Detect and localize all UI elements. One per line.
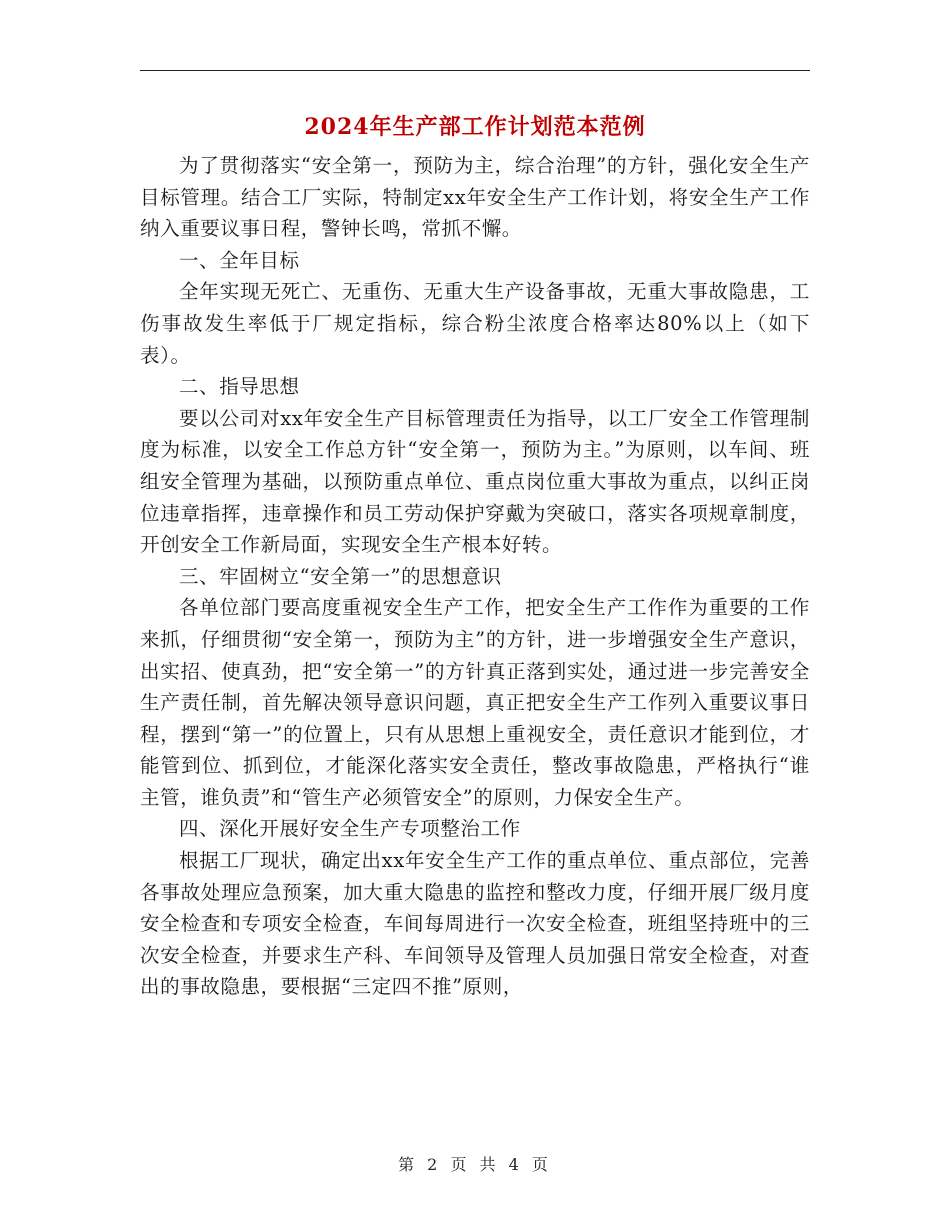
document-title: 2024年生产部工作计划范本范例: [304, 114, 646, 140]
document-body: [140, 150, 810, 1003]
paragraph-guiding-idea: 要以公司对xx年安全生产目标管理责任为指导，以工厂安全工作管理制度为标准，以安全工作总方针“安全第一，预防为主。”为原则，以车间、班组安全管理为基础，以预防重点单位、重点岗位重大事故为重点，以纠正岗位违章指挥，违章操作和员工劳动保护穿戴为突破口，落实各项规章制度，开创安全工作新局面，实现安全生产根本好转。: [140, 406, 810, 557]
page-footer: 第 2 页 共 4 页: [398, 1155, 552, 1174]
header-rule: [140, 70, 810, 71]
heading-safety-awareness: 三、牢固树立“安全第一”的思想意识: [179, 564, 502, 588]
heading-guiding-idea: 二、指导思想: [179, 375, 300, 399]
paragraph-intro: 为了贯彻落实“安全第一，预防为主，综合治理”的方针，强化安全生产目标管理。结合工厂实际，特制定xx年安全生产工作计划，将安全生产工作纳入重要议事日程，警钟长鸣，常抓不懈。: [140, 154, 810, 241]
paragraph-special-rectification: 根据工厂现状，确定出xx年安全生产工作的重点单位、重点部位，完善各事故处理应急预案，加大重大隐患的监控和整改力度，仔细开展厂级月度安全检查和专项安全检查，车间每周进行一次安全检查，班组坚持班中的三次安全检查，并要求生产科、车间领导及管理人员加强日常安全检查，对查出的事故隐患，要根据“三定四不推”原则，: [140, 849, 810, 999]
paragraph-safety-awareness: 各单位部门要高度重视安全生产工作，把安全生产工作作为重要的工作来抓，仔细贯彻“安全第一，预防为主”的方针，进一步增强安全生产意识，出实招、使真劲，把“安全第一”的方针真正落到实处，通过进一步完善安全生产责任制，首先解决领导意识问题，真正把安全生产工作列入重要议事日程，摆到“第一”的位置上，只有从思想上重视安全，责任意识才能到位，才能管到位、抓到位，才能深化落实安全责任，整改事故隐患，严格执行“谁主管，谁负责”和“管生产必须管安全”的原则，力保安全生产。: [140, 596, 810, 809]
paragraph-annual-goal: 全年实现无死亡、无重伤、无重大生产设备事故，无重大事故隐患，工伤事故发生率低于厂规定指标，综合粉尘浓度合格率达80%以上（如下表）。: [140, 280, 810, 367]
heading-annual-goal: 一、全年目标: [179, 248, 300, 272]
heading-special-rectification: 四、深化开展好安全生产专项整治工作: [179, 817, 521, 841]
